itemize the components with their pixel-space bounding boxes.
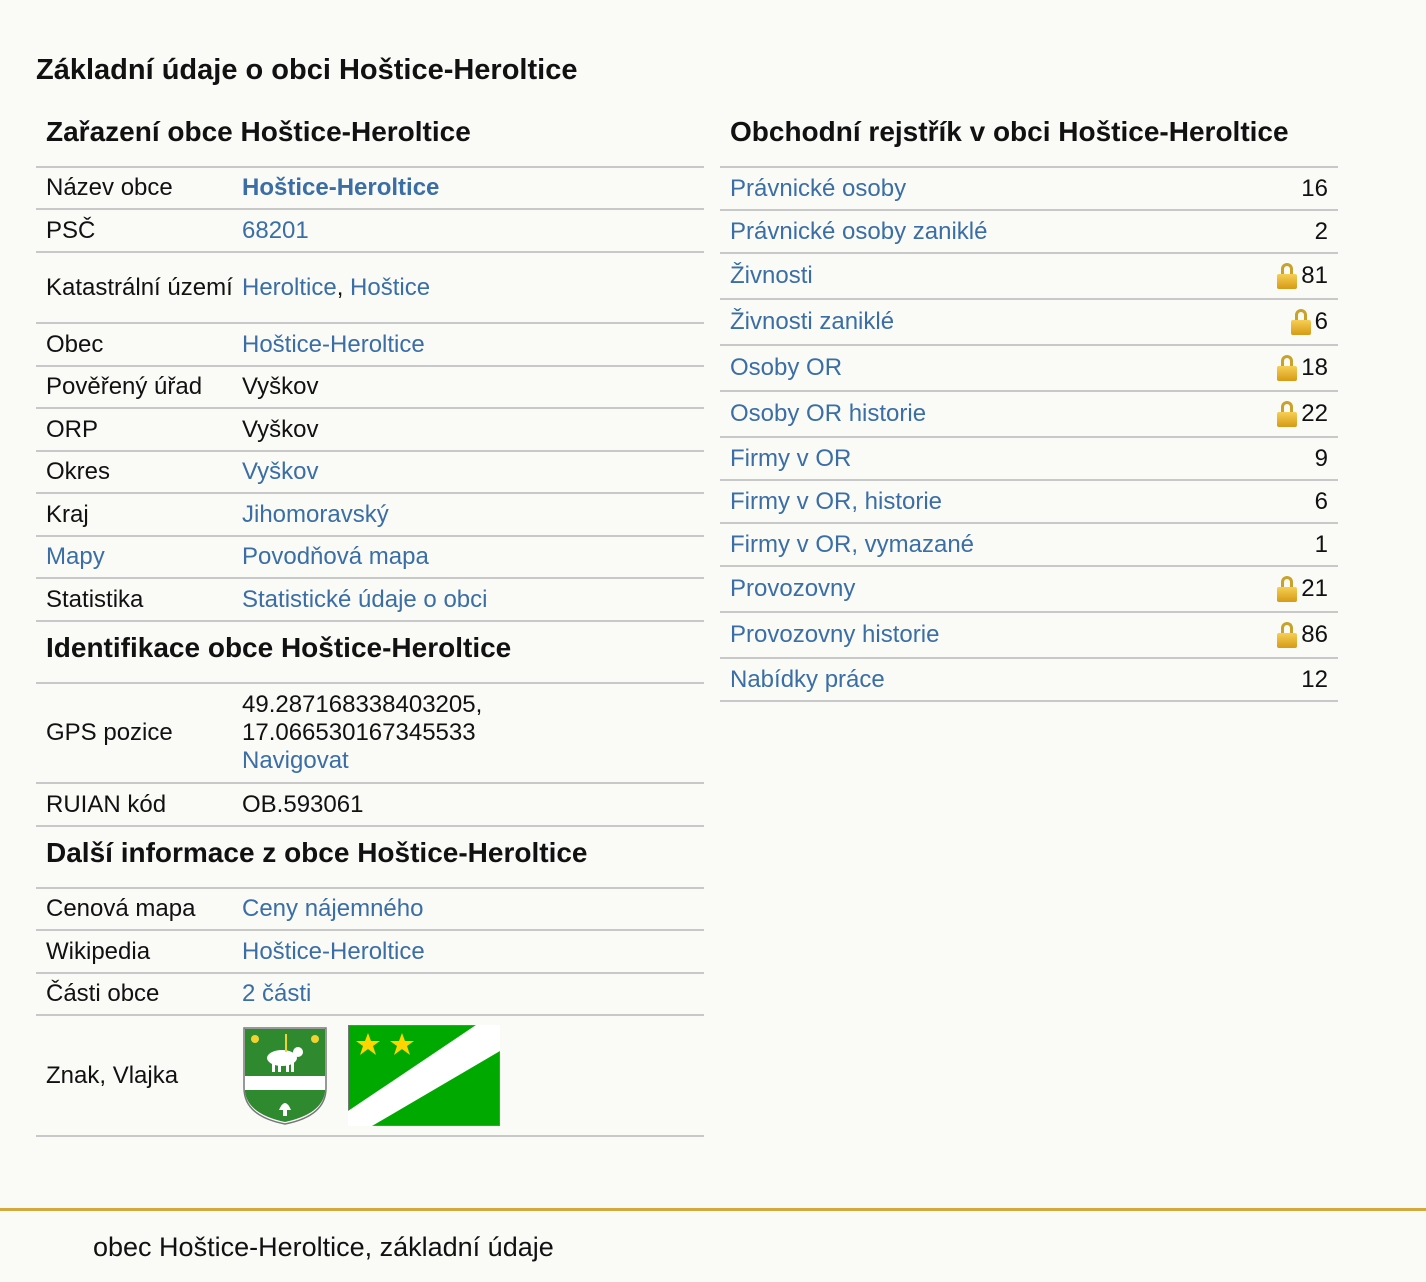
stat-row-pravnicke-osoby-zanikle — [720, 211, 1338, 254]
katastr-link-heroltice[interactable]: Heroltice — [242, 273, 337, 301]
row-okres — [36, 452, 704, 494]
stat-count: 16 — [1301, 174, 1328, 202]
orp-label: ORP — [46, 415, 99, 443]
navigovat-link[interactable]: Navigovat — [242, 747, 349, 774]
stat-link[interactable]: Firmy v OR — [730, 444, 852, 472]
zarazeni-heading: Zařazení obce Hoštice-Heroltice — [36, 110, 704, 168]
row-cenova-mapa — [36, 889, 704, 931]
stat-link[interactable]: Osoby OR historie — [730, 400, 927, 427]
flag-image[interactable] — [348, 1025, 500, 1126]
stat-row-firmy-or-historie — [720, 481, 1338, 524]
row-znak-vlajka — [36, 1016, 704, 1137]
stat-count: 22 — [1301, 400, 1328, 427]
footer-caption: obec Hoštice-Heroltice, základní údaje — [93, 1232, 554, 1262]
stat-link[interactable]: Právnické osoby — [730, 174, 907, 202]
stat-row-osoby-or — [720, 346, 1338, 392]
stat-count: 21 — [1301, 575, 1328, 602]
stat-link[interactable]: Nabídky práce — [730, 665, 885, 693]
casti-link[interactable]: 2 části — [242, 980, 312, 1007]
stat-row-firmy-or — [720, 438, 1338, 481]
stat-link[interactable]: Živnosti — [730, 262, 813, 289]
stat-count: 2 — [1314, 217, 1328, 245]
nazev-link[interactable]: Hoštice-Heroltice — [242, 174, 440, 201]
wikipedia-label: Wikipedia — [46, 937, 151, 965]
nazev-label: Název obce — [46, 174, 173, 201]
left-column — [36, 110, 704, 1137]
ruian-value: OB.593061 — [242, 790, 364, 818]
katastr-link-hostice[interactable]: Hoštice — [350, 273, 431, 301]
gps-latitude: 49.287168338403205, — [242, 691, 483, 718]
right-column — [720, 110, 1338, 702]
lock-icon — [1277, 401, 1297, 427]
gps-label: GPS pozice — [46, 719, 173, 746]
row-katastr — [36, 253, 704, 324]
lock-icon — [1277, 622, 1297, 648]
katastr-label: Katastrální území — [46, 273, 233, 301]
casti-label: Části obce — [46, 980, 160, 1007]
footer-divider — [0, 1208, 1426, 1211]
row-ruian — [36, 784, 704, 827]
lock-icon — [1277, 576, 1297, 602]
povereny-label: Pověřený úřad — [46, 373, 203, 400]
znak-label: Znak, Vlajka — [46, 1061, 179, 1089]
ceny-najemneho-link[interactable]: Ceny nájemného — [242, 895, 424, 922]
stat-link[interactable]: Provozovny historie — [730, 621, 940, 648]
stat-link[interactable]: Živnosti zaniklé — [730, 308, 895, 335]
stat-count: 18 — [1301, 354, 1328, 381]
okres-link[interactable]: Vyškov — [242, 458, 319, 485]
statistika-label: Statistika — [46, 585, 144, 613]
stat-row-zivnosti — [720, 254, 1338, 300]
row-wikipedia — [36, 931, 704, 974]
row-casti-obce — [36, 974, 704, 1016]
obec-link[interactable]: Hoštice-Heroltice — [242, 330, 425, 358]
povodnova-mapa-link[interactable]: Povodňová mapa — [242, 543, 429, 570]
orp-value: Vyškov — [242, 415, 319, 443]
stat-link[interactable]: Osoby OR — [730, 354, 843, 381]
dalsi-heading: Další informace z obce Hoštice-Heroltice — [36, 827, 704, 889]
kraj-label: Kraj — [46, 500, 89, 528]
stat-count: 6 — [1314, 487, 1328, 515]
row-mapy — [36, 537, 704, 579]
row-orp — [36, 409, 704, 452]
cenova-label: Cenová mapa — [46, 895, 196, 922]
row-psc — [36, 210, 704, 253]
stat-row-provozovny — [720, 567, 1338, 613]
kraj-link[interactable]: Jihomoravský — [242, 500, 389, 528]
rejstrik-heading: Obchodní rejstřík v obci Hoštice-Heroltice — [720, 110, 1338, 168]
row-povereny-urad — [36, 367, 704, 409]
psc-label: PSČ — [46, 216, 96, 244]
stat-link[interactable]: Provozovny — [730, 575, 856, 602]
lock-icon — [1277, 355, 1297, 381]
stat-row-provozovny-historie — [720, 613, 1338, 659]
mapy-link[interactable]: Mapy — [46, 543, 105, 570]
lock-icon — [1277, 263, 1297, 289]
row-nazev-obce — [36, 168, 704, 210]
stat-count: 6 — [1314, 308, 1328, 335]
stat-count: 12 — [1301, 665, 1328, 693]
row-statistika — [36, 579, 704, 622]
obec-label: Obec — [46, 330, 104, 358]
stat-link[interactable]: Firmy v OR, historie — [730, 487, 943, 515]
coat-of-arms-image[interactable] — [242, 1026, 328, 1126]
stat-count: 9 — [1314, 444, 1328, 472]
gps-longitude: 17.066530167345533 — [242, 719, 476, 746]
stat-row-zivnosti-zanikle — [720, 300, 1338, 346]
wikipedia-link[interactable]: Hoštice-Heroltice — [242, 937, 425, 965]
povereny-value: Vyškov — [242, 373, 319, 400]
stat-count: 1 — [1314, 530, 1328, 558]
okres-label: Okres — [46, 458, 111, 485]
stat-link[interactable]: Firmy v OR, vymazané — [730, 530, 975, 558]
stat-count: 86 — [1301, 621, 1328, 648]
row-gps — [36, 684, 704, 784]
page-title: Základní údaje o obci Hoštice-Heroltice — [36, 54, 578, 86]
statistika-link[interactable]: Statistické údaje o obci — [242, 585, 488, 613]
stat-count: 81 — [1301, 262, 1328, 289]
row-obec — [36, 324, 704, 367]
row-kraj — [36, 494, 704, 537]
stat-link[interactable]: Právnické osoby zaniklé — [730, 217, 988, 245]
stat-row-nabidky-prace — [720, 659, 1338, 702]
psc-link[interactable]: 68201 — [242, 216, 309, 244]
stat-row-firmy-or-vymazane — [720, 524, 1338, 567]
stat-row-pravnicke-osoby — [720, 168, 1338, 211]
stat-row-osoby-or-historie — [720, 392, 1338, 438]
ruian-label: RUIAN kód — [46, 790, 167, 818]
identifikace-heading: Identifikace obce Hoštice-Heroltice — [36, 622, 704, 684]
katastr-separator: , — [336, 273, 351, 301]
lock-icon — [1291, 309, 1311, 335]
